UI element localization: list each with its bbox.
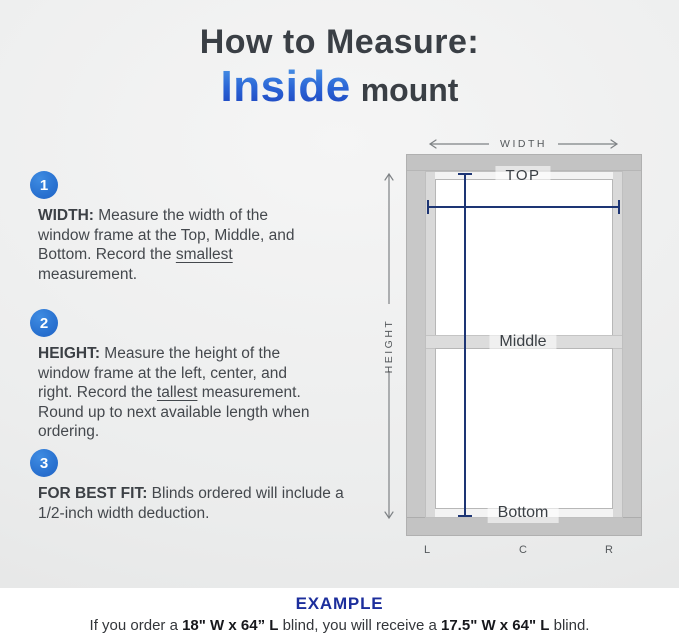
- step-1-text: [38, 206, 302, 284]
- example-text-middle: blind, you will receive a: [278, 617, 441, 634]
- example-order-size: 18" W x 64” L: [182, 617, 279, 634]
- height-measurement-line: [464, 173, 466, 517]
- step-3-text-before: Blinds ordered will include a 1/2-inch width deduction.: [38, 485, 344, 522]
- width-arrow: [427, 138, 620, 150]
- marker-center: C: [519, 544, 528, 556]
- step-1-text-after: measurement.: [38, 265, 138, 283]
- step-3-number: 3: [39, 454, 49, 472]
- example-text-prefix: If you order a: [89, 617, 183, 634]
- title-block: [0, 22, 679, 121]
- label-bottom: Bottom: [488, 502, 559, 523]
- step-2-label: HEIGHT:: [38, 345, 100, 362]
- step-2-underlined-word: tallest: [156, 384, 198, 401]
- window-bottom-pane: [435, 348, 613, 509]
- step-1-label: WIDTH:: [38, 207, 94, 224]
- example-sentence: [90, 617, 590, 634]
- step-1-underlined-word: smallest: [175, 246, 233, 263]
- step-1-text-before: Measure the width of the window frame at the Top, Middle, and Bottom. Record the: [38, 207, 295, 263]
- height-arrow-label: HEIGHT: [383, 318, 395, 374]
- step-2-text-before: Measure the height of the window frame at the left, center, and right. Record the: [38, 345, 287, 401]
- example-footer: [0, 588, 679, 642]
- step-2-number-badge: [30, 309, 58, 337]
- marker-left: L: [424, 544, 432, 556]
- height-arrow: [383, 171, 395, 521]
- step-2: [30, 309, 318, 442]
- title-suffix-mount: mount: [360, 72, 459, 108]
- label-middle: Middle: [489, 331, 556, 352]
- page-title-line2: [0, 63, 679, 121]
- label-top: TOP: [495, 166, 550, 185]
- step-2-number: 2: [39, 314, 49, 332]
- step-1-number: 1: [39, 176, 49, 194]
- step-3-label: FOR BEST FIT:: [38, 485, 148, 502]
- step-1: [30, 171, 302, 284]
- example-heading: EXAMPLE: [295, 594, 384, 613]
- example-text-suffix: blind.: [549, 617, 590, 634]
- marker-right: R: [605, 544, 614, 556]
- step-1-number-badge: [30, 171, 58, 199]
- window-top-pane: [435, 179, 613, 336]
- step-3: [30, 449, 348, 523]
- page-title-line1: How to Measure:: [199, 23, 480, 61]
- step-3-number-badge: [30, 449, 58, 477]
- step-3-text: [38, 484, 348, 523]
- width-measurement-line: [427, 206, 620, 208]
- step-2-text: [38, 344, 318, 442]
- step-2-text-after: measurement. Round up to next available length when ordering.: [38, 384, 310, 440]
- title-highlight-inside: Inside: [220, 62, 351, 111]
- example-receive-size: 17.5" W x 64" L: [441, 617, 550, 634]
- width-arrow-label: WIDTH: [500, 138, 547, 150]
